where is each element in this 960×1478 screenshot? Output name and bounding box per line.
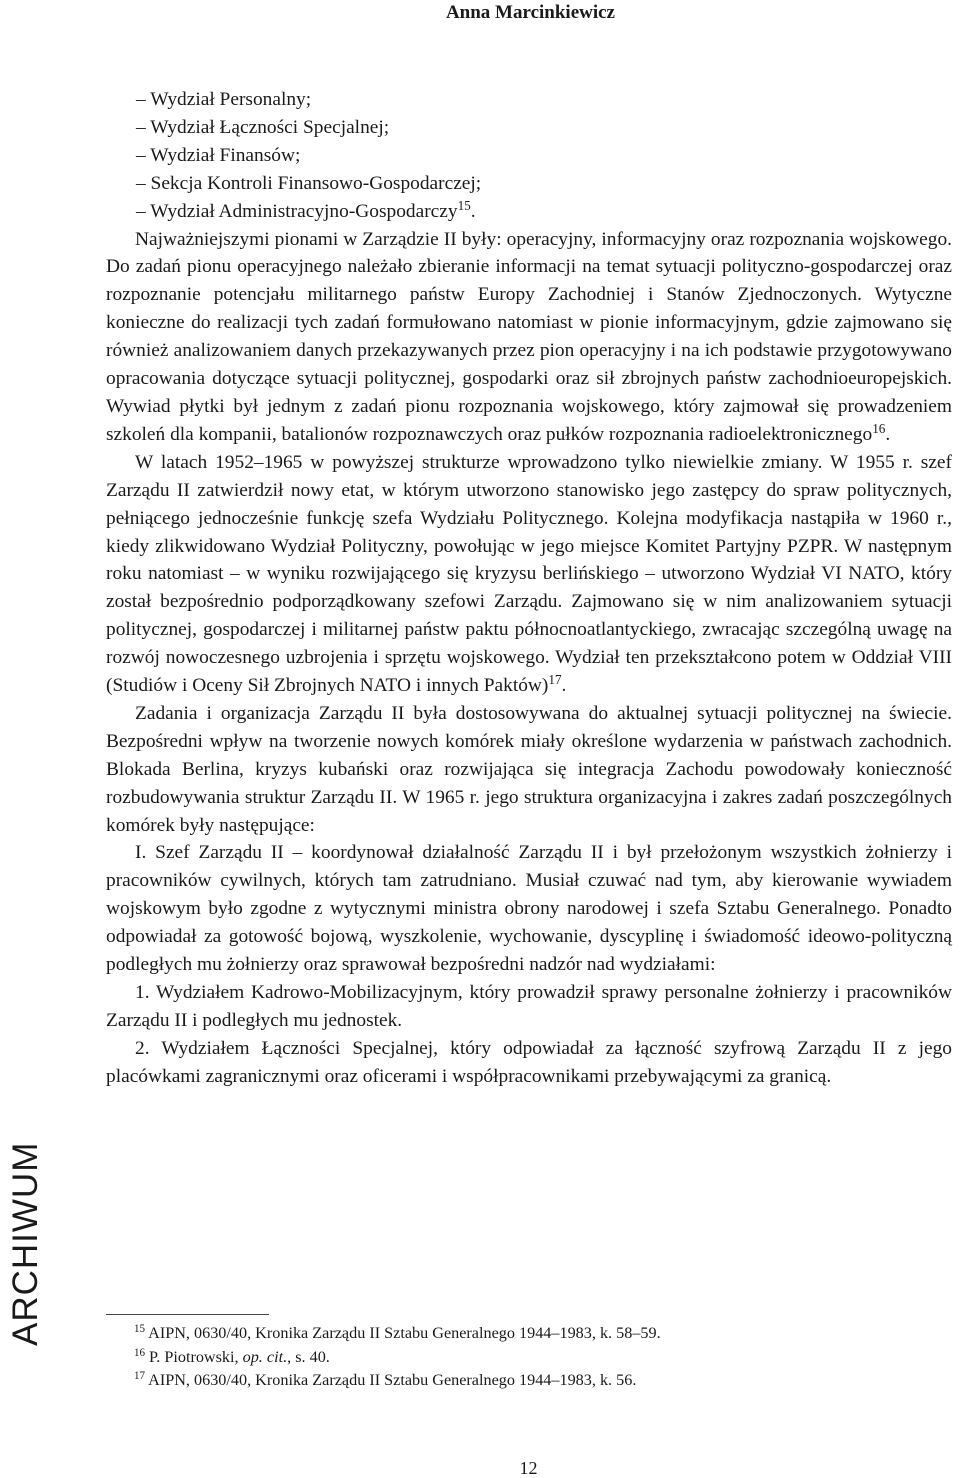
paragraph xyxy=(106,449,952,700)
footnote-number: 15 xyxy=(134,1322,145,1335)
footnote-text: AIPN, 0630/40, Kronika Zarządu II Sztabu Generalnego 1944–1983, k. 58–59. xyxy=(145,1324,661,1342)
footnote-italic: op. cit. xyxy=(242,1347,288,1366)
list-item: – Sekcja Kontroli Finansowo-Gospodarczej; xyxy=(136,172,482,194)
list-item xyxy=(136,198,952,226)
footnote-number: 17 xyxy=(134,1369,145,1382)
main-text xyxy=(106,86,952,1091)
footnote-16 xyxy=(134,1346,952,1370)
paragraph: 2. Wydziałem Łączności Specjalnej, który odpowiadał za łączność szyfrową Zarządu II z jego placówkami zagranicznymi oraz oficerami i współpracownikami przebywającymi za granicą. xyxy=(106,1037,952,1087)
paragraph-suffix: . xyxy=(885,423,891,445)
page-number: 12 xyxy=(519,1458,538,1478)
paragraph: Zadania i organizacja Zarządu II była dostosowywana do aktualnej sytuacji politycznej na świecie. Bezpośredni wpływ na tworzenie nowych komórek miały określone wydarzenia w państwach zachodnich. Blokada Berlina, kryzys kubański oraz rozwijająca się integracja Zachodu powodowały konieczność rozbudowywania struktur Zarządu II. W 1965 r. jego struktura organizacyjna i zakres zadań poszczególnych komórek były następujące: xyxy=(106,702,952,836)
paragraph: 1. Wydziałem Kadrowo-Mobilizacyjnym, który prowadził sprawy personalne żołnierzy i pracowników Zarządu II i podległych mu jednostek. xyxy=(106,982,952,1031)
footnote-number: 16 xyxy=(134,1346,145,1359)
footnote-ref-15[interactable]: 15 xyxy=(457,197,471,213)
list-item-text: – Wydział Administracyjno-Gospodarczy xyxy=(136,200,458,222)
footnote-text: , s. 40. xyxy=(287,1347,330,1366)
footnote-ref-16[interactable]: 16 xyxy=(872,420,886,436)
department-list xyxy=(106,86,952,226)
list-item: – Wydział Finansów; xyxy=(136,144,301,166)
list-item: – Wydział Personalny; xyxy=(136,89,312,110)
footnote-17 xyxy=(134,1369,952,1393)
paragraph-suffix: . xyxy=(561,675,567,697)
footnote-ref-17[interactable]: 17 xyxy=(548,671,562,687)
list-item: – Wydział Łączności Specjalnej; xyxy=(136,116,390,138)
archive-side-label: ARCHIWUM xyxy=(6,1141,45,1346)
paragraph-text: Najważniejszymi pionami w Zarządzie II były: operacyjny, informacyjny oraz rozpoznania wojskowego. Do zadań pionu operacyjnego należało zbieranie informacji na temat sytuacji polityczno-gospodarczej oraz rozpoznanie potencjału militarnego państw Europy Zachodniej i Stanów Zjednoczonych. Wytyczne konieczne do realizacji tych zadań formułowano natomiast w pionie informacyjnym, gdzie zajmowano się również analizowaniem danych przekazywanych przez pion operacyjny i na ich podstawie przygotowywano opracowania dotyczące sytuacji politycznej, gospodarki oraz sił zbrojnych państw zachodnioeuropejskich. Wywiad płytki był jednym z zadań pionu rozpoznania wojskowego, który zajmował się prowadzeniem szkoleń dla kompanii, batalionów rozpoznawczych oraz pułków rozpoznania radioelektronicznego xyxy=(106,228,952,445)
paragraph xyxy=(106,226,952,449)
paragraph-text: W latach 1952–1965 w powyższej strukturze wprowadzono tylko niewielkie zmiany. W 1955 r. szef Zarządu II zatwierdził nowy etat, w którym utworzono stanowisko jego zastępcy do spraw politycznych, pełniącego jednocześnie funkcję szefa Wydziału Politycznego. Kolejna modyfikacja nastąpiła w 1960 r., kiedy zlikwidowano Wydział Polityczny, powołując w jego miejsce Komitet Partyjny PZPR. W następnym roku natomiast – w wyniku rozwijającego się kryzysu berlińskiego – utworzono Wydział VI NATO, który został bezpośrednio podporządkowany szefowi Zarządu. Zajmowano się w nim analizowaniem sytuacji politycznej, gospodarczej i militarnej państw paktu północnoatlantyckiego, zwracając szczególną uwagę na rozwój nowoczesnego uzbrojenia i sprzętu wojskowego. Wydział ten przekształcono potem w Oddział VIII (Studiów i Oceny Sił Zbrojnych NATO i innych Paktów) xyxy=(106,451,952,697)
footnote-divider xyxy=(106,1314,269,1315)
running-head-author: Anna Marcinkiewicz xyxy=(445,2,615,23)
footnote-text: AIPN, 0630/40, Kronika Zarządu II Sztabu Generalnego 1944–1983, k. 56. xyxy=(145,1371,637,1389)
paragraph: I. Szef Zarządu II – koordynował działalność Zarządu II i był przełożonym wszystkich żołnierzy i pracowników cywilnych, których tam zatrudniano. Musiał czuwać nad tym, aby kierowanie wywiadem wojskowym było zgodne z wytycznymi ministra obrony narodowej i szefa Sztabu Generalnego. Ponadto odpowiadał za gotowość bojową, wyszkolenie, wychowanie, dyscyplinę i świadomość ideowo-polityczną podległych mu żołnierzy oraz sprawował bezpośredni nadzór nad wydziałami: xyxy=(106,842,952,976)
footnote-text: P. Piotrowski, xyxy=(145,1347,243,1366)
list-item-suffix: . xyxy=(470,200,476,222)
footnotes xyxy=(134,1322,952,1393)
footnote-15 xyxy=(134,1322,952,1346)
